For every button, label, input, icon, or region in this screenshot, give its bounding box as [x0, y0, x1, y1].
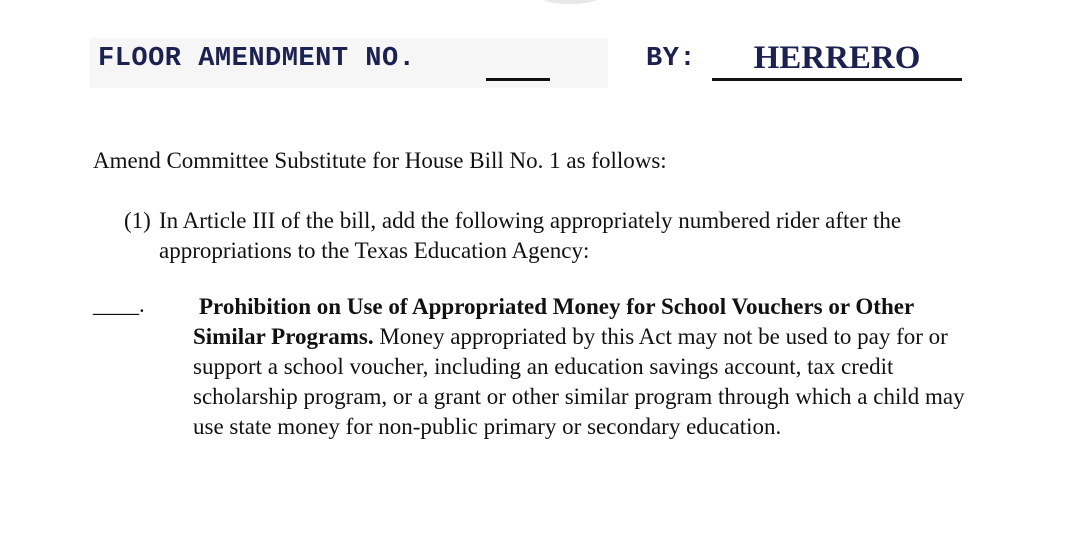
amendment-number-blank — [486, 78, 550, 81]
author-blank-line — [712, 78, 962, 81]
author-name: HERRERO — [753, 40, 921, 76]
item-text: In Article III of the bill, add the following appropriately numbered rider after the appropriations to the Texas Education Agency: — [159, 208, 902, 263]
scan-artifact — [540, 0, 600, 4]
item-number: (1) — [124, 208, 151, 233]
amendment-number-label: FLOOR AMENDMENT NO. — [98, 44, 416, 74]
rider-body: Money appropriated by this Act may not be used to pay for or support a school voucher, including an education savings account, tax credit scholarship program, or a grant or other similar program through which a child may use state money for non-public primary or secondary education. — [193, 324, 965, 439]
author-label: BY: — [646, 44, 697, 74]
rider-paragraph — [193, 292, 983, 442]
amendment-intro: Amend Committee Substitute for House Bill No. 1 as follows: — [93, 148, 667, 173]
rider-title: Prohibition on Use of Appropriated Money for School Vouchers or Other Similar Programs. — [193, 294, 914, 349]
rider-number-blank: ____. — [93, 292, 145, 317]
